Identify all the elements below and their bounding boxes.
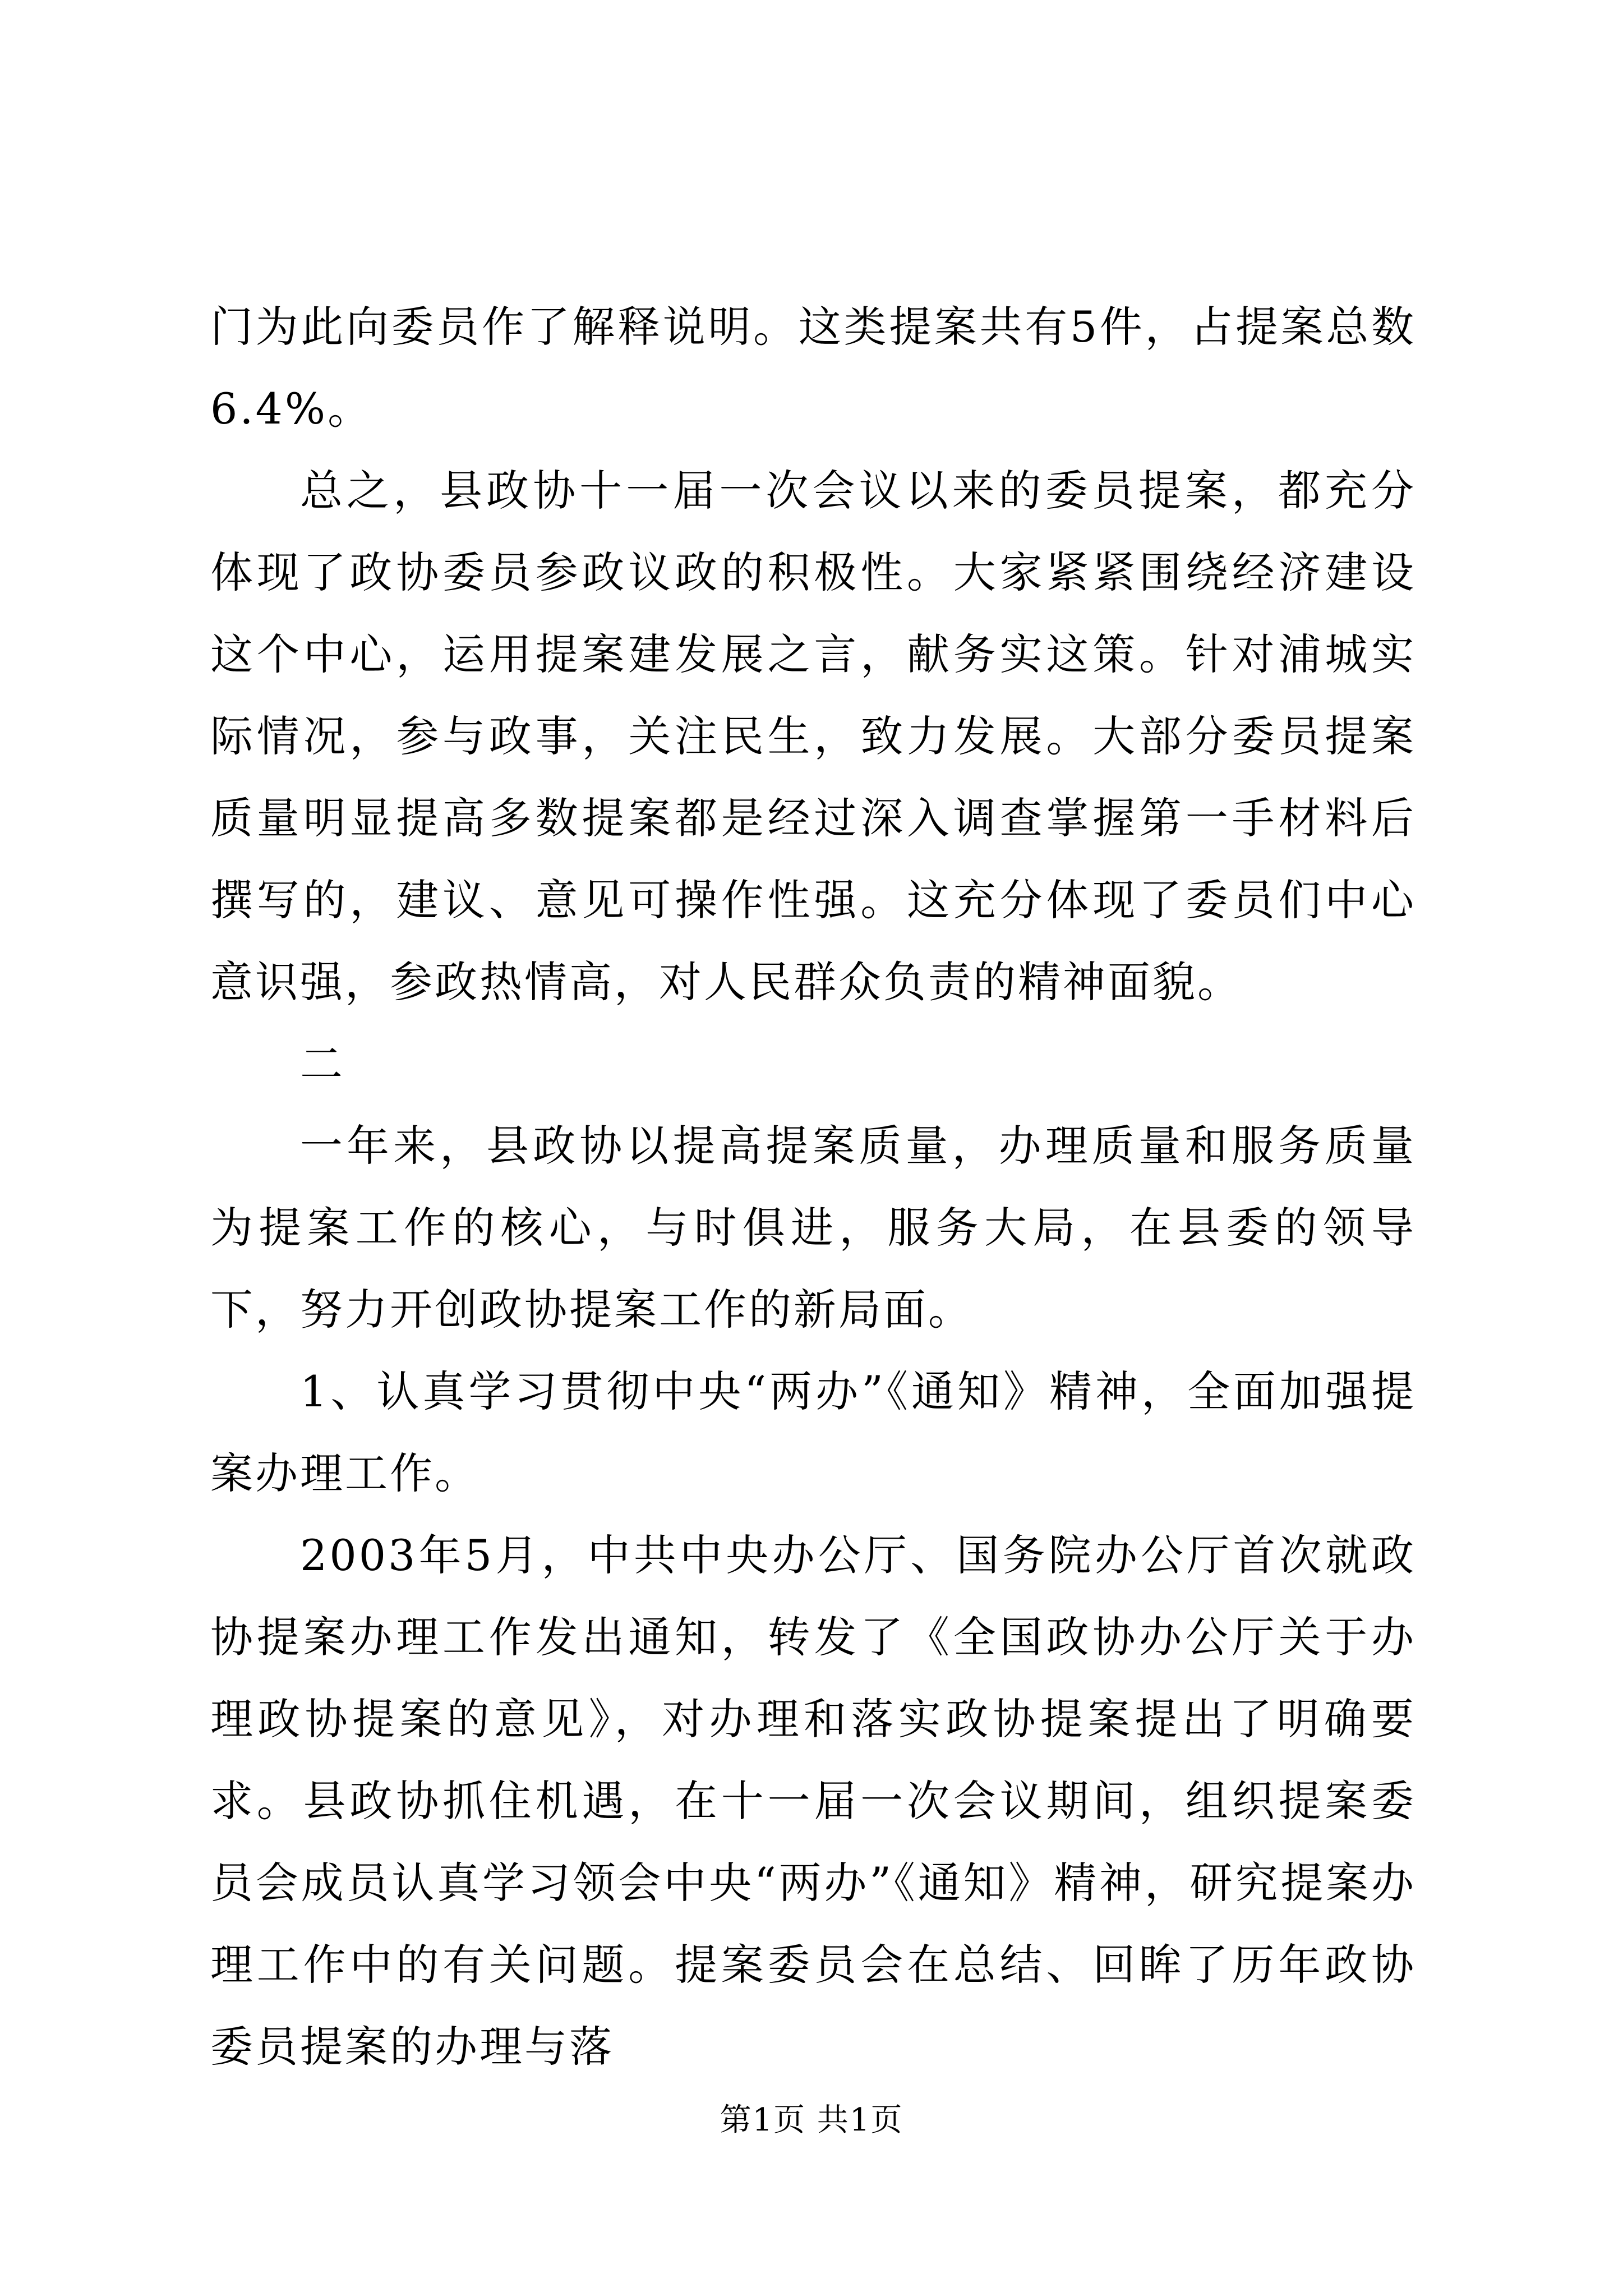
paragraph: 总之，县政协十一届一次会议以来的委员提案，都充分体现了政协委员参政议政的积极性。大家紧紧围绕经济建设这个中心，运用提案建发展之言，献务实这策。针对浦城实际情况，参与政事，关注民生，致力发展。大部分委员提案质量明显提高多数提案都是经过深入调查掌握第一手材料后撰写的，建议、意见可操作性强。这充分体现了委员们中心意识强，参政热情高，对人民群众负责的精神面貌。 [210,466,1416,1007]
document-body [210,286,1416,2088]
page-footer: 第1页 共1页 [720,2102,903,2138]
paragraph: 一年来，县政协以提高提案质量，办理质量和服务质量为提案工作的核心，与时俱进，服务大局，在县委的领导下，努力开创政协提案工作的新局面。 [210,1121,1416,1335]
paragraph: 2003年5月，中共中央办公厅、国务院办公厅首次就政协提案办理工作发出通知，转发了《全国政协办公厅关于办理政协提案的意见》，对办理和落实政协提案提出了明确要求。县政协抓住机遇，在十一届一次会议期间，组织提案委员会成员认真学习领会中央“两办”《通知》精神，研究提案办理工作中的有关问题。提案委员会在总结、回眸了历年政协委员提案的办理与落 [210,1530,1416,2072]
section-heading: 二 [300,1039,345,1089]
paragraph: 1、认真学习贯彻中央“两办”《通知》精神，全面加强提案办理工作。 [210,1366,1416,1498]
paragraph: 门为此向委员作了解释说明。这类提案共有5件，占提案总数6.4%。 [210,302,1416,434]
